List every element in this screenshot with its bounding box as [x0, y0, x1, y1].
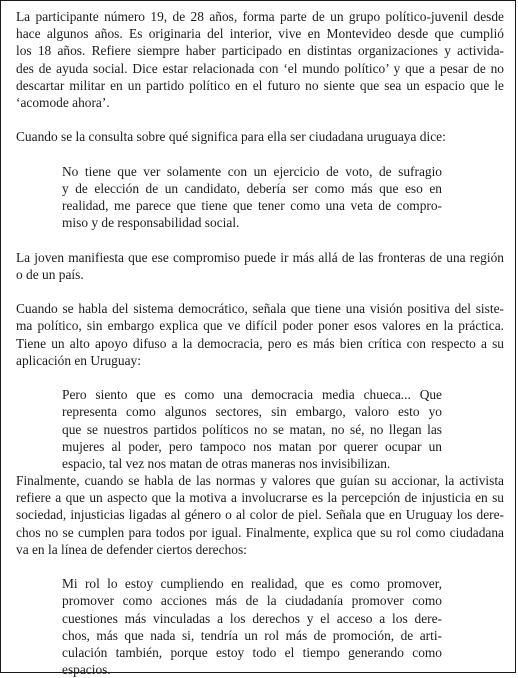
quote-line: cuestiones más vinculadas a los derechos y el acceso a los dere-: [62, 610, 442, 626]
quote-line: realidad, me parece que tiene que tener como una veta de compro-: [62, 198, 442, 214]
text-line: va en la línea de defender ciertos derechos:: [16, 541, 247, 557]
text-line: Tiene un alto apoyo difuso a la democracia, pero es más bien crítica con respecto a su: [16, 335, 504, 351]
text-line: los 18 años. Refiere siempre haber participado en distintas organizaciones y activida-: [16, 43, 504, 59]
paragraph-democracia: [16, 300, 504, 369]
quote-line: promover como acciones más de la ciudadanía promover como: [62, 593, 442, 609]
quote-democracia: [62, 386, 442, 472]
text-line: aplicación en Uruguay:: [16, 352, 141, 368]
text-line: descartar militar en un partido político en el futuro no siente que sea un espacio que le: [16, 77, 504, 93]
text-line: o de un país.: [16, 266, 84, 282]
text-line: La joven manifiesta que ese compromiso puede ir más allá de las fronteras de una región: [16, 249, 504, 265]
text-line: La participante número 19, de 28 años, forma parte de un grupo político-juvenil desde: [16, 9, 504, 24]
text-line: ‘acomode ahora’.: [16, 94, 110, 110]
quote-line: que se nuestros partidos políticos no se matan, no sé, no llegan las: [62, 421, 442, 437]
quote-line: espacios.: [62, 662, 111, 678]
text-line: Finalmente, cuando se habla de las normas y valores que guían su accionar, la activista: [16, 473, 504, 489]
quote-rol: [62, 575, 442, 678]
text-line: des de ayuda social. Dice estar relacionada con ‘el mundo político’ y que a pesar de no: [16, 60, 504, 76]
quote-line: culación también, porque estoy todo el tiempo generando como: [62, 644, 442, 660]
paragraph-compromiso: [16, 249, 504, 283]
text-line: chos no se cumplen para todos por igual. Finalmente, explica que su rol como ciudadana: [16, 524, 504, 540]
quote-line: No tiene que ver solamente con un ejercicio de voto, de sufragio: [62, 163, 442, 179]
quote-ciudadania: [62, 163, 442, 232]
quote-line: mujeres al poder, pero tampoco nos matan por querer ocupar un: [62, 438, 442, 454]
text-line: Cuando se la consulta sobre qué significa para ella ser ciudadana uruguaya dice:: [16, 129, 446, 145]
quote-line: representa como algunos sectores, sin embargo, valoro esto yo: [62, 404, 442, 420]
text-line: hace algunos años. Es originaria del interior, vive en Montevideo desde que cumplió: [16, 26, 504, 42]
quote-line: espacio, tal vez nos matan de otras maneras nos invisibilizan.: [62, 455, 391, 471]
quote-line: miso y de responsabilidad social.: [62, 215, 240, 231]
text-line: ma político, sin embargo explica que ve difícil poder poner esos valores en la práctica.: [16, 318, 504, 334]
text-line: refiere a que un aspecto que la motiva a involucrarse es la percepción de injusticia en su: [16, 490, 504, 506]
paragraph-question: [16, 128, 504, 145]
text-line: sociedad, injusticias ligadas al género o al color de piel. Señala que en Uruguay los dere-: [16, 507, 504, 523]
quote-line: Mi rol lo estoy cumpliendo en realidad, que es como promover,: [62, 576, 442, 592]
document-body: [16, 8, 504, 678]
paragraph-normas: [16, 472, 504, 558]
quote-line: chos, más que nada si, tendría un rol más de promoción, de arti-: [62, 627, 442, 643]
quote-line: y de elección de un candidato, debería ser como más que eso en: [62, 180, 442, 196]
text-line: Cuando se habla del sistema democrático, señala que tiene una visión positiva del siste-: [16, 301, 504, 317]
quote-line: Pero siento que es como una democracia media chueca... Que: [62, 387, 442, 403]
paragraph-intro: [16, 8, 504, 111]
